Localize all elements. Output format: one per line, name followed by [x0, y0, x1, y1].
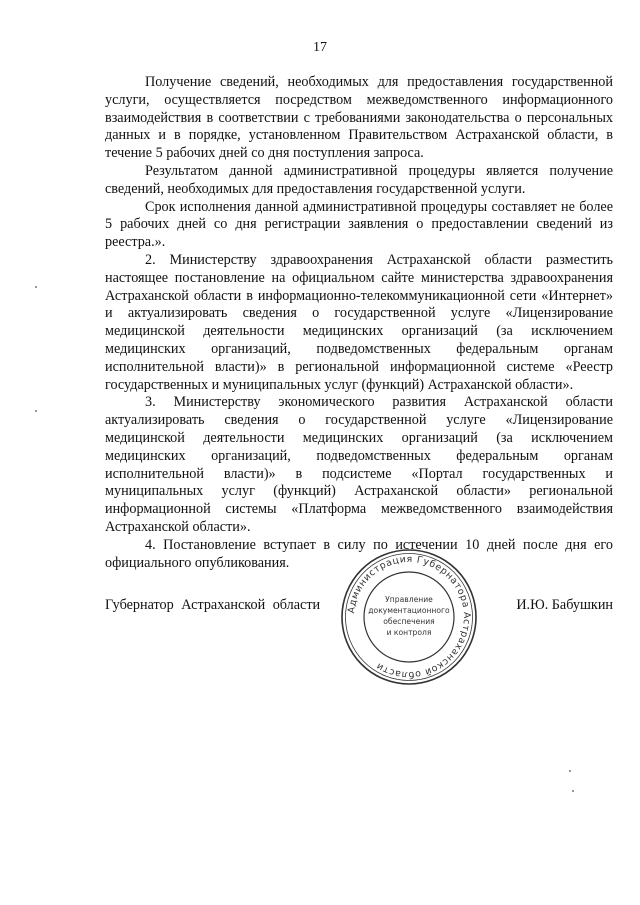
scan-speck [572, 790, 574, 792]
signatory-title: Губернатор Астраханской области [105, 597, 321, 613]
paragraph: Получение сведений, необходимых для предоставления государственной услуги, осуществляется посредством межведомственного информационного взаимодействия в соответствии с требованиями законодательства о персональных данных и в порядке, установленном Правительством Астраханской области, в течение 5 рабочих дней со дня поступления запроса. [105, 74, 613, 162]
signatory-name: И.Ю. Бабушкин [516, 597, 613, 613]
paragraph: Срок исполнения данной административной процедуры составляет не более 5 рабочих дней со дня регистрации заявления о предоставлении сведений из реестра.». [105, 198, 613, 251]
stamp-inner-line: обеспечения [383, 617, 435, 626]
scan-speck [35, 410, 37, 412]
scan-speck [569, 770, 571, 772]
paragraph: 4. Постановление вступает в силу по истечении 10 дней после дня его официального опубликования. [105, 536, 613, 571]
stamp-outer-text: Администрация Губернатора Астраханской области [346, 553, 473, 681]
stamp-inner-line: документационного [368, 606, 450, 615]
official-stamp [339, 547, 479, 687]
paragraph: 3. Министерству экономического развития Астраханской области актуализировать сведения о государственной услуге «Лицензирование медицинской деятельности медицинских организаций (за исключением медицинских организаций, подведомственных федеральным органам исполнительной власти)» в подсистеме «Портал государственных и муниципальных услуг (функций) Астраханской области» региональной информационной системы «Платформа межведомственного взаимодействия Астраханской области». [105, 394, 613, 535]
paragraph: 2. Министерству здравоохранения Астраханской области разместить настоящее постановление на официальном сайте министерства здравоохранения Астраханской области в информационно-телекоммуникационной сети «Интернет» и актуализировать сведения о государственной услуге «Лицензирование медицинской деятельности медицинских организаций (за исключением медицинских организаций, подведомственных федеральным органам исполнительной власти)» в региональной информационной системе «Реестр государственных и муниципальных услуг (функций) Астраханской области». [105, 251, 613, 393]
scan-speck [35, 286, 37, 288]
paragraph: Результатом данной административной процедуры является получение сведений, необходимых для предоставления государственной услуги. [105, 162, 613, 197]
stamp-inner-line: Управление [385, 595, 433, 604]
stamp-inner-line: и контроля [386, 628, 432, 637]
document-body [105, 74, 613, 572]
page-number: 17 [313, 40, 327, 55]
